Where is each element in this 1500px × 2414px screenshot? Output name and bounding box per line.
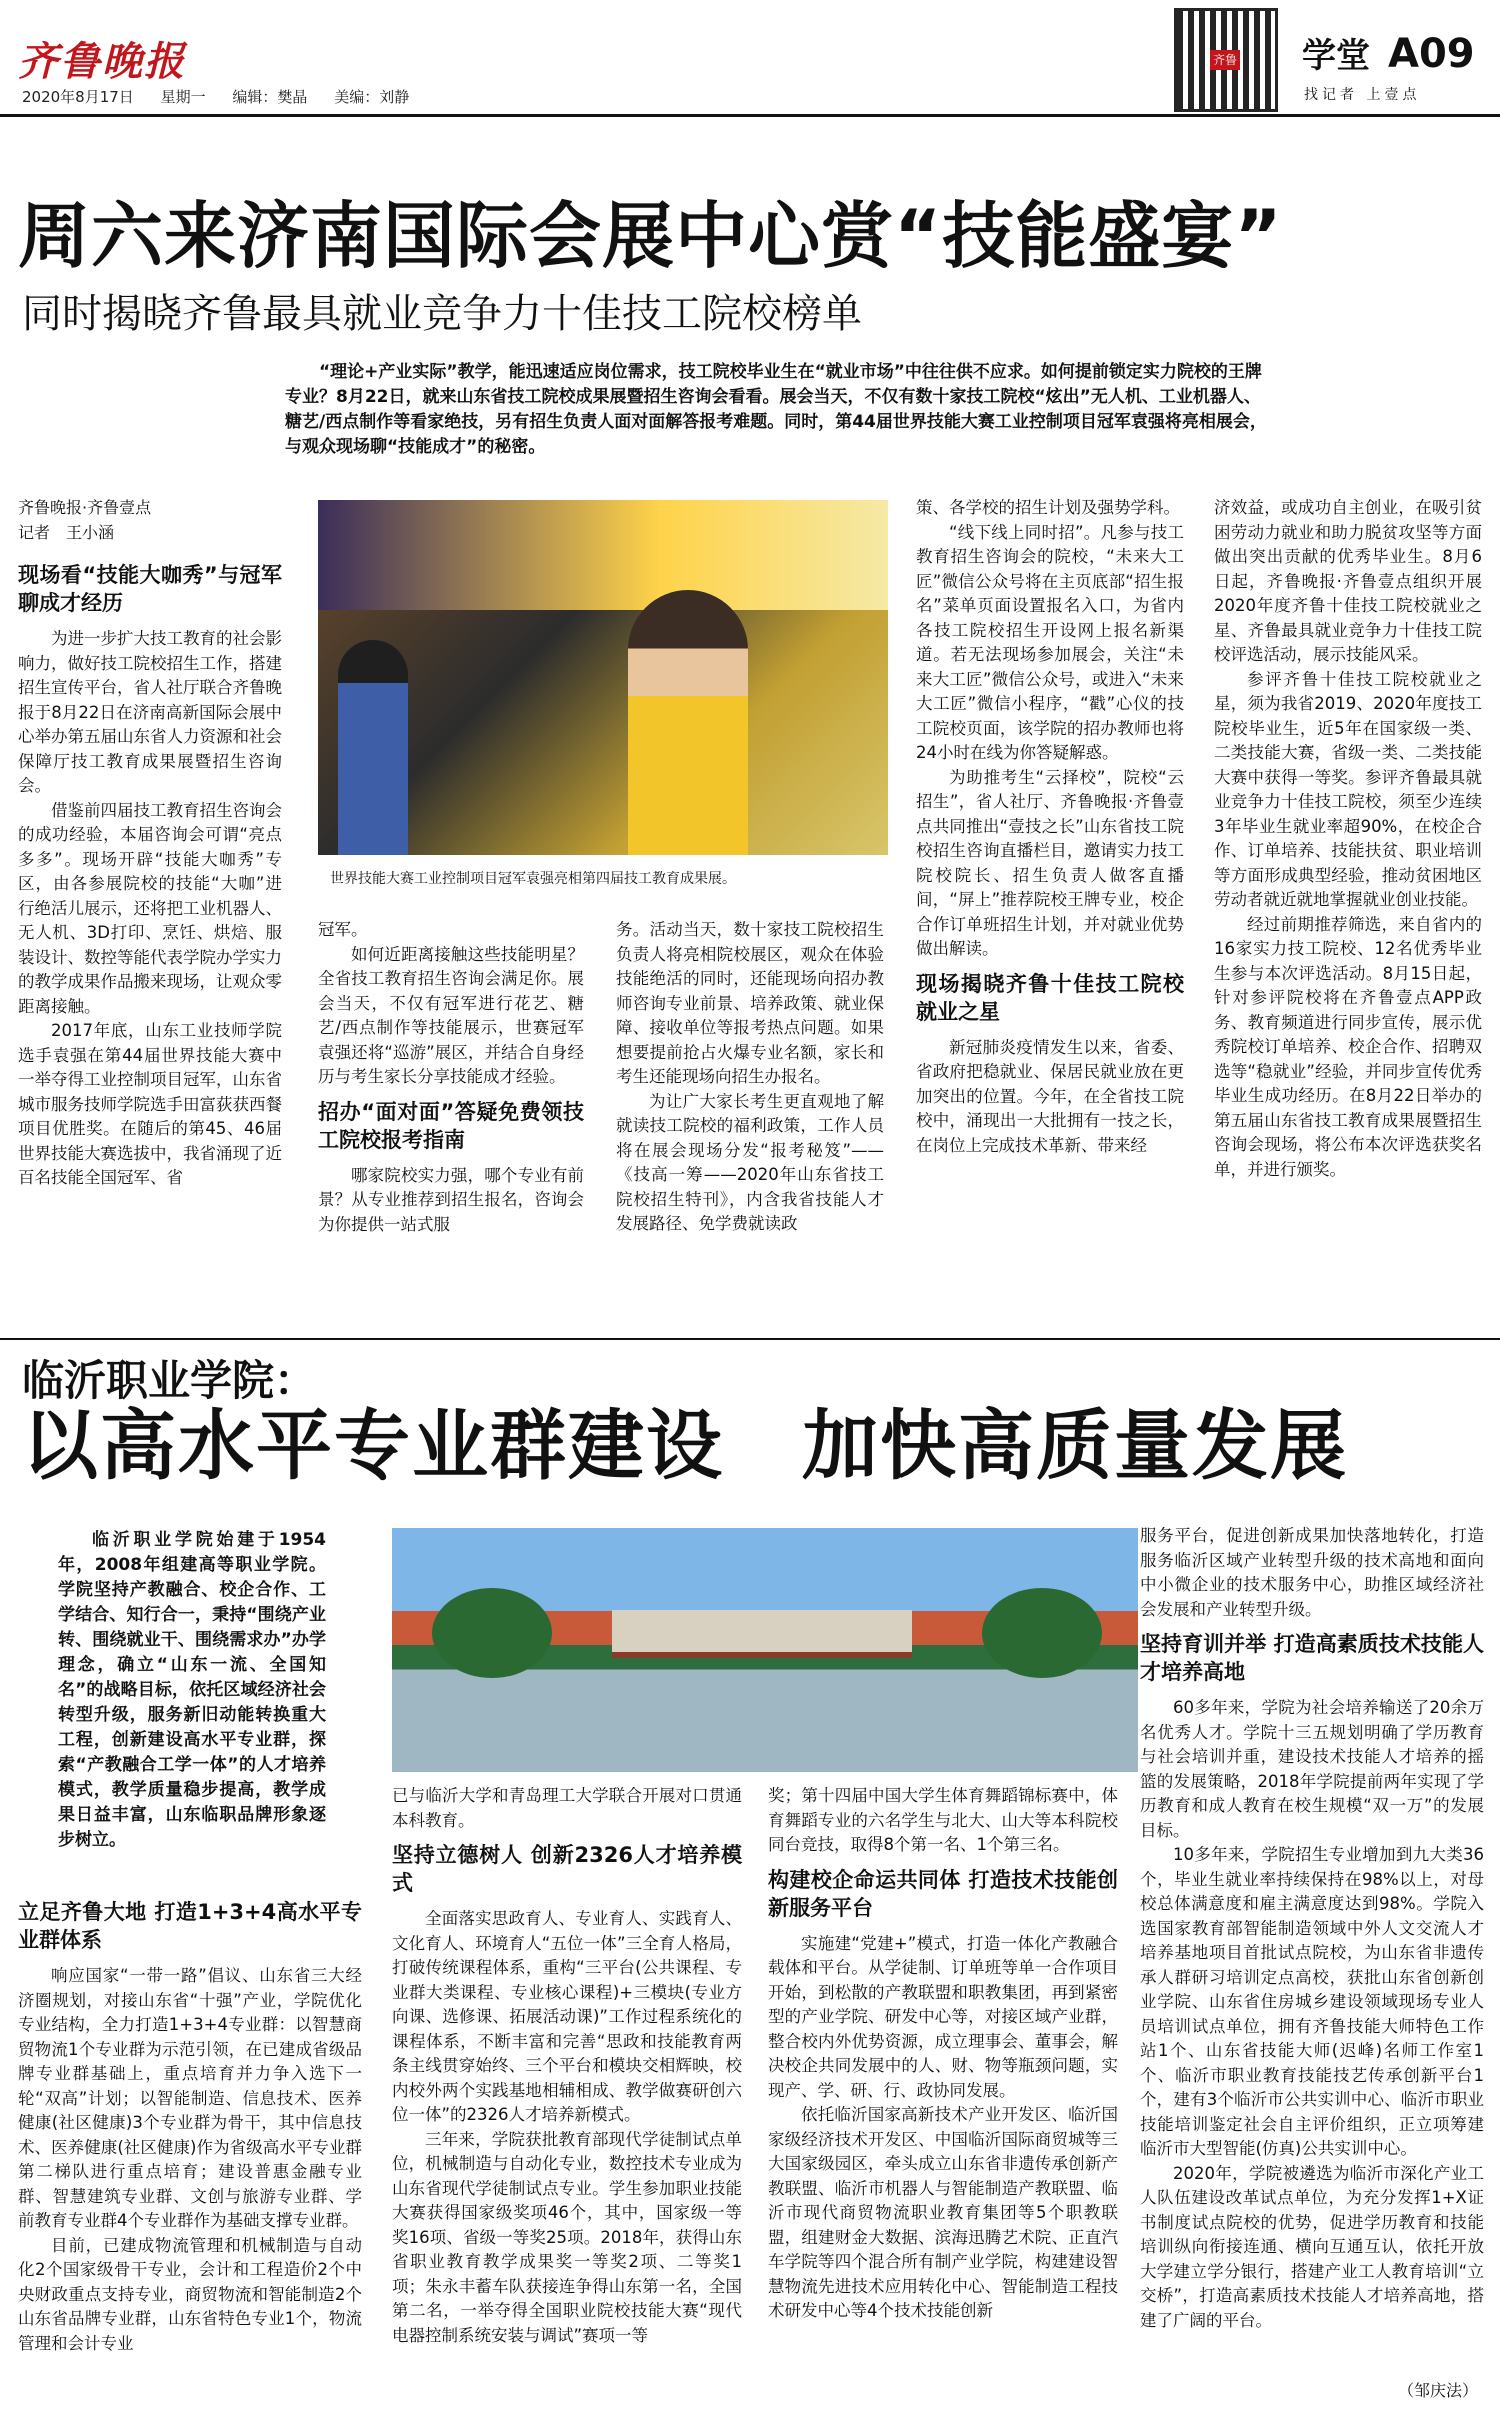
paragraph: 如何近距离接触这些技能明星？全省技工教育招生咨询会满足你。展会当天，不仅有冠军进行花艺、糖艺/西点制作等技能展示，世赛冠军袁强还将“巡游”展区，并结合自身经历与考生家长分享技能成才经验。 <box>318 944 584 1086</box>
paragraph: 2020年，学院被遴选为临沂市深化产业工人队伍建设改革试点单位，为充分发挥1+X证书制度试点院校的优势，促进学历教育和技能培训纵向衔接连通、横向互通互认，依托开放大学建立学分银行，搭建产业工人教育培训“立交桥”，打造高素质技术技能人才培养高地，搭建了广阔的平台。 <box>1140 2163 1484 2330</box>
paragraph: 实施建“党建+”模式，打造一体化产教融合载体和平台。从学徒制、订单班等单一合作项目开始，到松散的产教联盟和职教集团，再到紧密型的产业学院、研发中心等，对接区域产业群，整合校内外优势资源，成立理事会、董事会，解决校企共同发展中的人、财、物等瓶颈问题，实现产、学、研、行、政协同发展。 <box>768 1933 1118 2100</box>
photo-tree <box>432 1588 552 1678</box>
reporter-contact: 找记者 上壹点 <box>1304 87 1421 103</box>
byline-reporter: 记者 王小涵 <box>18 522 115 542</box>
byline-outlet: 齐鲁晚报·齐鲁壹点 <box>18 498 152 517</box>
article1-subhead: 同时揭晓齐鲁最具就业竞争力十佳技工院校榜单 <box>22 291 862 337</box>
paragraph: 哪家院校实力强，哪个专业有前景？从专业推荐到招生报名，咨询会为你提供一站式服 <box>318 1165 584 1234</box>
issue-date: 2020年8月17日 <box>22 88 134 106</box>
paragraph: 参评齐鲁十佳技工院校就业之星，须为我省2019、2020年度技工院校毕业生，近5年在国家级一类、二类技能大赛，省级一类、二类技能大赛中获得一等奖。参评齐鲁最具就业竞争力十佳技工院校，须至少连续3年毕业生就业率超90%，在校企合作、订单培养、技能扶贫、职业培训等方面形成典型经验，推动贫困地区劳动者就近就地掌握就业创业技能。 <box>1214 669 1482 909</box>
article2-subheading-1: 立足齐鲁大地 打造1+3+4高水平专业群体系 <box>18 1900 362 1952</box>
article2-credit: （邹庆法） <box>1397 2381 1478 2400</box>
article1-column-5 <box>1214 496 1482 1182</box>
paragraph: 新冠肺炎疫情发生以来，省委、省政府把稳就业、保居民就业放在更加突出的位置。今年，在全省技工院校中，涌现出一大批拥有一技之长，在岗位上完成技术革新、带来经 <box>916 1037 1184 1155</box>
article1-column-4 <box>916 496 1184 1158</box>
paragraph: 经过前期推荐筛选，来自省内的16家实力技工院校、12名优秀毕业生参与本次评选活动。8月15日起，针对参评院校将在齐鲁壹点APP政务、教育频道进行同步宣传，展示优秀院校订单培养、校企合作、招聘双选等“稳就业”经验，并同步宣传优秀毕业生成功经历。在8月22日举办的第五届山东省技工教育成果展暨招生咨询会现场，将公布本次评选获奖名单，并进行颁奖。 <box>1214 914 1482 1179</box>
campus-photo <box>392 1528 1138 1772</box>
paragraph: 借鉴前四届技工教育招生咨询会的成功经验，本届咨询会可谓“亮点多多”。现场开辟“技能大咖秀”专区，由各参展院校的技能“大咖”进行绝活儿展示，还将把工业机器人、无人机、3D打印、烹饪、烘焙、服装设计、数控等能代表学院办学实力的教学成果作品搬来现场，让观众零距离接触。 <box>18 800 282 1016</box>
photo-caption: 世界技能大赛工业控制项目冠军袁强亮相第四届技工教育成果展。 <box>330 871 736 887</box>
article1-headline: 周六来济南国际会展中心赏“技能盛宴” <box>18 194 1283 278</box>
paragraph: 响应国家“一带一路”倡议、山东省三大经济圈规划，对接山东省“十强”产业，学院优化专业结构，全力打造1+3+4专业群：以智慧商贸物流1个专业群为示范引领，在已建成省级品牌专业群基础上，重点培育并力争入选下一轮“双高”计划；以智能制造、信息技术、医养健康(社区健康)3个专业群为骨干，其中信息技术、医养健康(社区健康)作为省级高水平专业群第二梯队进行重点培育；建设普惠金融专业群、智慧建筑专业群、文创与旅游专业群、学前教育专业群4个专业群作为基础支撑专业群。 <box>18 1966 362 2230</box>
article1-lead: “理论+产业实际”教学，能迅速适应岗位需求，技工院校毕业生在“就业市场”中往往供不应求。如何提前锁定实力院校的王牌专业？8月22日，就来山东省技工院校成果展暨招生咨询会看看。展会当天，不仅有数十家技工院校“炫出”无人机、工业机器人、糖艺/西点制作等看家绝技，另有招生负责人面对面解答报考难题。同时，第44届世界技能大赛工业控制项目冠军袁强将亮相展会，与观众现场聊“技能成才”的秘密。 <box>285 362 1267 457</box>
article2-column-2 <box>392 1784 742 2348</box>
paragraph: 10多年来，学院招生专业增加到九大类36个，毕业生就业率持续保持在98%以上，对母校总体满意度和雇主满意度达到98%。学院入选国家教育部智能制造领域中外人文交流人才培养基地项目首批试点院校，为山东省非遗传承人群研习培训定点高校，获批山东省创新创业学院、山东省住房城乡建设领域现场专业人员培训试点单位，拥有齐鲁技能大师特色工作站1个、山东省技能大师(迟峰)名师工作室1个、临沂市职业教育技能技艺传承创新平台1个，建有3个临沂市公共实训中心、临沂市职业技能培训鉴定社会自主评价组织，正立项筹建临沂市大型智能(仿真)公共实训中心。 <box>1140 1845 1484 2158</box>
section-name: 学堂 <box>1302 36 1370 76</box>
qr-code-label: 齐鲁 <box>1210 50 1240 70</box>
paragraph: 务。活动当天，数十家技工院校招生负责人将亮相院校展区，观众在体验技能绝活的同时，还能现场向招办教师咨询专业前景、培养政策、就业保障、接收单位等报考热点问题。如果想要提前抢占火爆专业名额，家长和考生还能现场向招生办报名。 <box>616 920 884 1086</box>
article2-kicker: 临沂职业学院： <box>22 1356 317 1405</box>
article1-column-1 <box>18 496 282 1191</box>
photo-speaker <box>628 590 748 855</box>
paragraph: 全面落实思政育人、专业育人、实践育人、文化育人、环境育人“五位一体”三全育人格局，打破传统课程体系，重构“三平台(公共课程、专业群大类课程、专业核心课程)+三模块(专业方向课、选修课、拓展活动课)”工作过程系统化的课程体系，不断丰富和完善“思政和技能教育两条主线贯穿始终、三个平台和模块交相辉映，校内校外两个实践基地相辅相成、教学做赛研创六位一体”的2326人才培养新模式。 <box>392 1909 742 2124</box>
paragraph: 为进一步扩大技工教育的社会影响力，做好技工院校招生工作，搭建招生宣传平台，省人社厅联合齐鲁晚报于8月22日在济南高新国际会展中心举办第五届山东省人力资源和社会保障厅技工教育成果展暨招生咨询会。 <box>18 629 282 795</box>
paragraph: 60多年来，学院为社会培养输送了20余万名优秀人才。学院十三五规划明确了学历教育与社会培训并重，建设技术技能人才培养的摇篮的发展策略，2018年学院提前两年实现了学历教育和成人教育在校生规模“双一万”的发展目标。 <box>1140 1698 1484 1840</box>
article1-subheading-2: 招办“面对面”答疑免费领技工院校报考指南 <box>318 1099 584 1152</box>
paragraph: 目前，已建成物流管理和机械制造与自动化2个国家级骨干专业，会计和工程造价2个中央财政重点支持专业，商贸物流和智能制造2个山东省品牌专业群，山东省特色专业1个，物流管理和会计专业 <box>18 2235 362 2353</box>
newspaper-logo: 齐鲁晚报 <box>18 38 186 85</box>
paragraph: 服务平台，促进创新成果加快落地转化，打造服务临沂区域产业转型升级的技术高地和面向中小微企业的技术服务中心，助推区域经济社会发展和产业转型升级。 <box>1140 1526 1484 1619</box>
issue-weekday: 星期一 <box>160 88 206 106</box>
article2-subheading-4: 坚持育训并举 打造高素质技术技能人才培养高地 <box>1140 1632 1484 1684</box>
paragraph: 策、各学校的招生计划及强势学科。 <box>916 498 1180 517</box>
paragraph: 2017年底，山东工业技师学院选手袁强在第44届世界技能大赛中一举夺得工业控制项目冠军，山东省城市服务技师学院选手田富荻获西餐项目优胜奖。在随后的第45、46届世界技能大赛选拔中，我省涌现了近百名技能全国冠军、省 <box>18 1021 282 1187</box>
article2-column-1 <box>18 1890 362 2356</box>
photo-tree <box>982 1588 1102 1678</box>
paragraph: 三年来，学院获批教育部现代学徒制试点单位，机械制造与自动化专业，数控技术专业成为山东省现代学徒制试点专业。学生参加职业技能大赛获得国家级奖项46个，其中，国家级一等奖16项、省级一等奖25项。2018年，获得山东省职业教育教学成果奖一等奖2项、二等奖1项；朱永丰蓄车队获接连争得山东第一名，全国第二名，一举夺得全国职业院校技能大赛“现代电器控制系统安装与调试”赛项一等 <box>392 2129 742 2345</box>
article1-column-3 <box>616 918 884 1237</box>
paragraph: 冠军。 <box>318 920 368 939</box>
paragraph: 为让广大家长考生更直观地了解就读技工院校的福利政策，工作人员将在展会现场分发“报考秘笈”——《技高一筹——2020年山东省技工院校招生特刊》，内含我省技能人才发展路径、免学费就读政 <box>616 1091 884 1233</box>
paragraph: “线下线上同时招”。凡参与技工教育招生咨询会的院校，“未来大工匠”微信公众号将在主页底部“招生报名”菜单页面设置报名入口，为省内各技工院校招生开设网上报名新渠道。若无法现场参加展会，关注“未来大工匠”微信公众号，或进入“未来大工匠”微信小程序，“戳”心仪的技工院校页面，该学院的招办教师也将24小时在线为你答疑解惑。 <box>916 522 1184 762</box>
section-header <box>1302 28 1475 77</box>
dateline <box>22 86 431 107</box>
paragraph: 为助推考生“云择校”，院校“云招生”，省人社厅、齐鲁晚报·齐鲁壹点共同推出“壹技之长”山东省技工院校招生咨询直播栏目，邀请实力技工院校院长、招生负责人做客直播间，“屏上”推荐院校王牌专业，校企合作订单班招生计划，并对就业优势做出解读。 <box>916 767 1184 958</box>
article2-intro: 临沂职业学院始建于1954年，2008年组建高等职业学院。学院坚持产教融合、校企合作、工学结合、知行合一，秉持“围绕产业转、围绕就业干、围绕需求办”办学理念，确立“山东一流、全国知名”的战略目标，依托区域经济社会转型升级，服务新旧动能转换重大工程，创新建设高水平专业群，探索“产教融合工学一体”的人才培养模式，教学质量稳步提高，教学成果日益丰富，山东临职品牌形象逐步树立。 <box>58 1530 326 1850</box>
photo-building <box>612 1610 912 1658</box>
header-rule <box>0 114 1500 117</box>
section-divider <box>0 1338 1500 1340</box>
photo-bystander <box>338 640 408 855</box>
paragraph: 济效益，或成功自主创业，在吸引贫困劳动力就业和助力脱贫攻坚等方面做出突出贡献的优秀毕业生。8月6日起，齐鲁晚报·齐鲁壹点组织开展2020年度齐鲁十佳技工院校就业之星、齐鲁最具就业竞争力十佳技工院校评选活动，展示技能风采。 <box>1214 498 1482 664</box>
article1-subheading-3: 现场揭晓齐鲁十佳技工院校就业之星 <box>916 971 1184 1024</box>
paragraph: 已与临沂大学和青岛理工大学联合开展对口贯通本科教育。 <box>392 1786 742 1830</box>
article2-column-3 <box>768 1784 1118 2324</box>
editor-credit: 编辑：樊晶 <box>232 88 308 106</box>
article2-subheading-3: 构建校企命运共同体 打造技术技能创新服务平台 <box>768 1867 1118 1920</box>
article2-headline: 以高水平专业群建设 加快高质量发展 <box>22 1401 1348 1490</box>
paragraph: 奖；第十四届中国大学生体育舞蹈锦标赛中，体育舞蹈专业的六名学生与北大、山大等本科院校同台竞技，取得8个第一名、1个第三名。 <box>768 1786 1118 1854</box>
paragraph: 依托临沂国家高新技术产业开发区、临沂国家级经济技术开发区、中国临沂国际商贸城等三大国家级园区，牵头成立山东省非遗传承创新产教联盟、临沂市机器人与智能制造产教联盟、临沂市现代商贸物流职业教育集团等5个职教联盟，组建财金大数据、滨海迅腾艺术院、正直汽车学院等四个混合所有制产业学院，构建建设智慧物流先进技术应用转化中心、智能制造工程技术研发中心等4个技术技能创新 <box>768 2105 1118 2320</box>
champion-photo <box>318 500 888 855</box>
article2-column-4 <box>1140 1524 1484 2333</box>
designer-credit: 美编：刘静 <box>334 88 410 106</box>
page-number: A09 <box>1388 31 1475 77</box>
photo-banner <box>318 500 888 610</box>
article1-subheading-1: 现场看“技能大咖秀”与冠军聊成才经历 <box>18 563 282 615</box>
article1-column-2 <box>318 918 584 1237</box>
article2-subheading-2: 坚持立德树人 创新2326人才培养模式 <box>392 1843 742 1895</box>
